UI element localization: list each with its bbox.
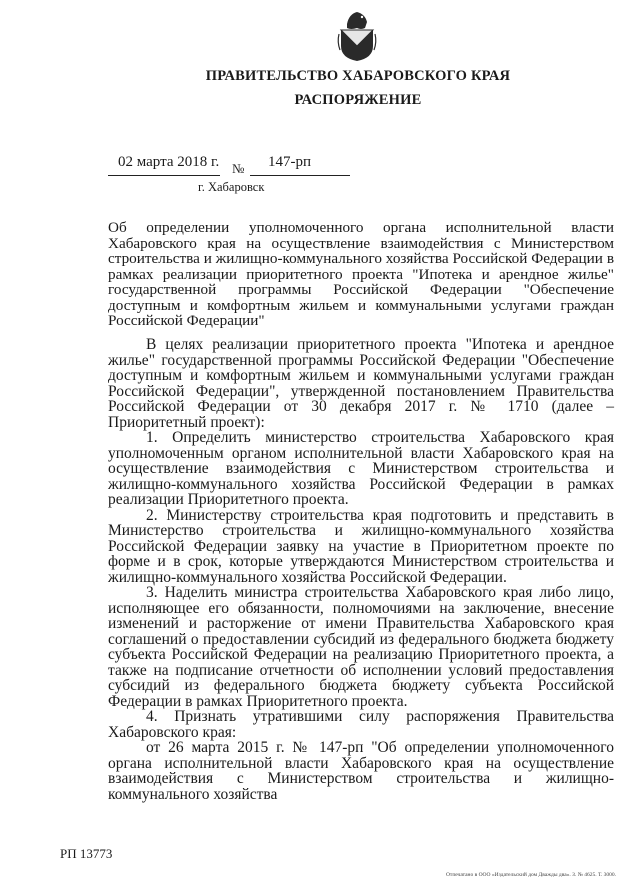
paragraph: 2. Министерству строительства края подготовить и представить в Министерство строительства и жилищно-коммунального хозяйства Российской Федерации заявку на участие в Приоритетном проекте по форме и в срок, которые утверждаются Министерством строительства и жилищно-коммунального хозяйства Российской Федерации. — [108, 506, 614, 586]
document-date: 02 марта 2018 г. — [118, 154, 220, 170]
date-underline — [108, 175, 220, 176]
city: г. Хабаровск — [198, 180, 265, 194]
coat-of-arms-icon — [335, 8, 379, 62]
organization-name: ПРАВИТЕЛЬСТВО ХАБАРОВСКОГО КРАЯ — [205, 68, 511, 84]
registry-code: РП 13773 — [60, 846, 113, 861]
paragraph: 4. Признать утратившими силу распоряжения Правительства Хабаровского края: — [108, 708, 614, 741]
document-type: РАСПОРЯЖЕНИЕ — [294, 92, 422, 108]
document-body — [108, 337, 614, 802]
document-number: 147-рп — [268, 154, 312, 170]
number-sign: № — [232, 161, 245, 176]
number-underline — [250, 175, 350, 176]
paragraph: от 26 марта 2015 г. № 147-рп "Об определении уполномоченного органа исполнительной власти Хабаровского края на осуществление взаимодействия с Министерством строительства и жилищно-коммунального хозяйства — [108, 739, 614, 803]
print-imprint: Отпечатано в ООО «Издательский дом Дважды два». З. № 4625. Т. 3000. — [445, 872, 616, 878]
document-subject: Об определении уполномоченного органа исполнительной власти Хабаровского края на осуществление взаимодействия с Министерством строительства и жилищно-коммунального хозяйства Российской Федерации в рамках реализации приоритетного проекта "Ипотека и арендное жилье" государственной программы Российской Федерации "Обеспечение доступным и комфортным жильем и коммунальными услугами граждан Российской Федерации" — [108, 219, 614, 329]
paragraph: 1. Определить министерство строительства Хабаровского края уполномоченным органом исполнительной власти Хабаровского края на осуществление взаимодействия с Министерством строительства и жилищно-коммунального хозяйства Российской Федерации в рамках реализации Приоритетного проекта. — [108, 429, 614, 508]
paragraph: В целях реализации приоритетного проекта "Ипотека и арендное жилье" государственной программы Российской Федерации "Обеспечение доступным и комфортным жильем и коммунальными услугами граждан Российской Федерации", утвержденной постановлением Правительства Российской Федерации от 30 декабря 2017 г. № 1710 (далее – Приоритетный проект): — [108, 336, 614, 431]
paragraph: 3. Наделить министра строительства Хабаровского края либо лицо, исполняющее его обязанности, полномочиями на заключение, внесение изменений и расторжение от имени Правительства Хабаровского края соглашений о предоставлении субсидий из федерального бюджета бюджету субъекта Российской Федерации на реализацию Приоритетного проекта, а также на подписание отчетности об исполнении условий предоставления субсидий из федерального бюджета бюджету субъекта Российской Федерации в рамках Приоритетного проекта. — [108, 584, 614, 710]
